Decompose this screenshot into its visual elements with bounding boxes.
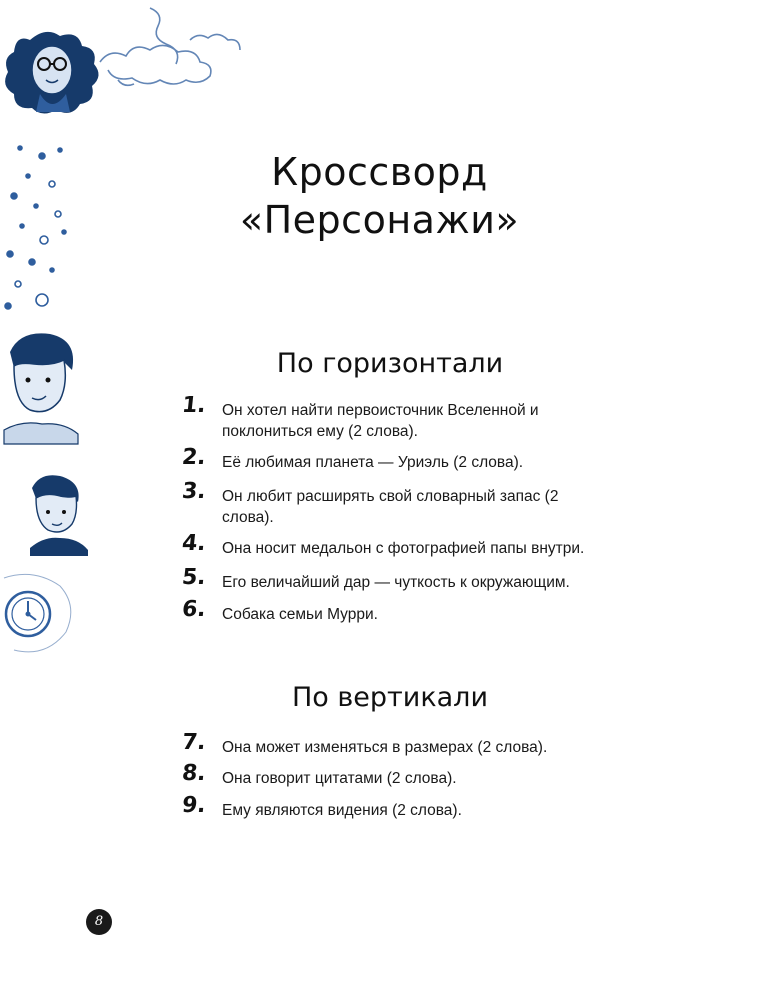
clue-text: Его величайший дар — чуткость к окружающим.: [222, 574, 570, 591]
clue-item: [180, 445, 652, 486]
clue-item: [180, 597, 652, 636]
clue-number: 6 .: [181, 599, 207, 620]
clue-text: Её любимая планета — Уриэль (2 слова).: [222, 454, 524, 471]
across-clue-list: [180, 393, 652, 636]
clue-text: Она носит медальон с фотографией папы внутри.: [222, 540, 585, 557]
clue-text: Он любит расширять свой словарный запас (2 слова).: [222, 488, 559, 526]
clue-item: [180, 531, 652, 572]
small-boy-portrait-icon: [30, 475, 88, 556]
page-title: [0, 148, 759, 244]
page-number-badge: 8: [86, 909, 112, 935]
clue-item: [180, 793, 652, 832]
clouds-icon: [100, 8, 240, 85]
clock-icon: [4, 574, 71, 651]
clue-item: [180, 479, 652, 538]
clue-number: 9 .: [181, 795, 207, 816]
title-line-1: Кроссворд: [271, 150, 488, 194]
clue-number: 4 .: [181, 533, 207, 554]
title-line-2: «Персонажи»: [239, 198, 520, 242]
clue-text: Он хотел найти первоисточник Вселенной и поклониться ему (2 слова).: [222, 402, 539, 440]
clue-item: [180, 761, 652, 800]
down-heading: По вертикали: [291, 682, 488, 713]
down-clue-list: [180, 730, 652, 832]
clue-item: [180, 393, 652, 452]
clue-text: Ему являются видения (2 слова).: [222, 802, 462, 819]
clue-text: Собака семьи Мурри.: [222, 606, 378, 623]
clue-number: 5 .: [181, 567, 207, 588]
clue-number: 1 .: [181, 395, 207, 416]
clue-number: 3 .: [181, 481, 207, 502]
clue-number: 8 .: [181, 763, 207, 784]
clue-number: 2 .: [181, 447, 207, 468]
clue-item: [180, 565, 652, 604]
clue-item: [180, 730, 652, 768]
clue-number: 7 .: [181, 732, 207, 753]
across-heading: По горизонтали: [276, 348, 504, 379]
boy-portrait-icon: [4, 333, 78, 444]
girl-with-glasses-icon: [5, 32, 98, 114]
clue-text: Она может изменяться в размерах (2 слова).: [222, 739, 548, 756]
clue-text: Она говорит цитатами (2 слова).: [222, 770, 457, 787]
